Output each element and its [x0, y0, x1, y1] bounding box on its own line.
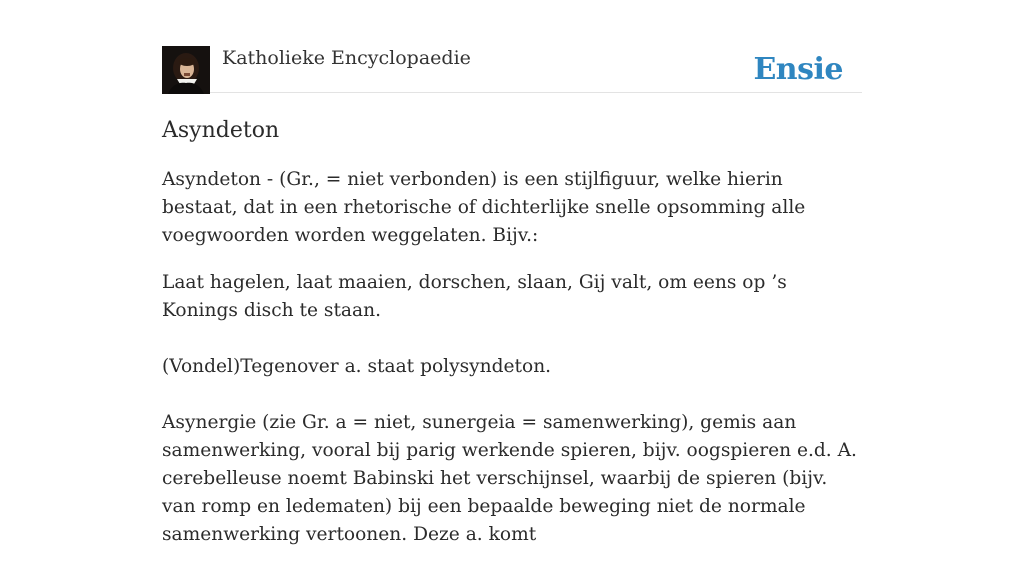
brand-logo-link[interactable]: Ensie [753, 52, 843, 87]
portrait-icon [162, 46, 210, 94]
avatar[interactable] [162, 46, 210, 94]
article [162, 114, 862, 568]
site-header [162, 46, 862, 93]
site-name-link[interactable]: Katholieke Encyclopaedie [222, 47, 471, 69]
article-quote: Laat hagelen, laat maaien, dorschen, slaan, Gij valt, om eens op ’s Konings disch te staan. [162, 272, 787, 321]
article-paragraph: (Vondel)Tegenover a. staat polysyndeton. [162, 356, 552, 377]
article-title: Asyndeton [162, 118, 280, 143]
article-paragraph: Asyndeton - (Gr., = niet verbonden) is een stijlfiguur, welke hierin bestaat, dat in een rhetorische of dichterlijke snelle opsomming alle voegwoorden worden weggelaten. Bijv.: [162, 169, 806, 246]
article-paragraph: Asynergie (zie Gr. a = niet, sunergeia = samenwerking), gemis aan samenwerking, vooral bij parig werkende spieren, bijv. oogspieren e.d. A. cerebelleuse noemt Babinski het verschijnsel, waarbij de spieren (bijv. van romp en ledematen) bij een bepaalde beweging niet de normale samenwerking vertoonen. Deze a. komt [162, 412, 857, 545]
